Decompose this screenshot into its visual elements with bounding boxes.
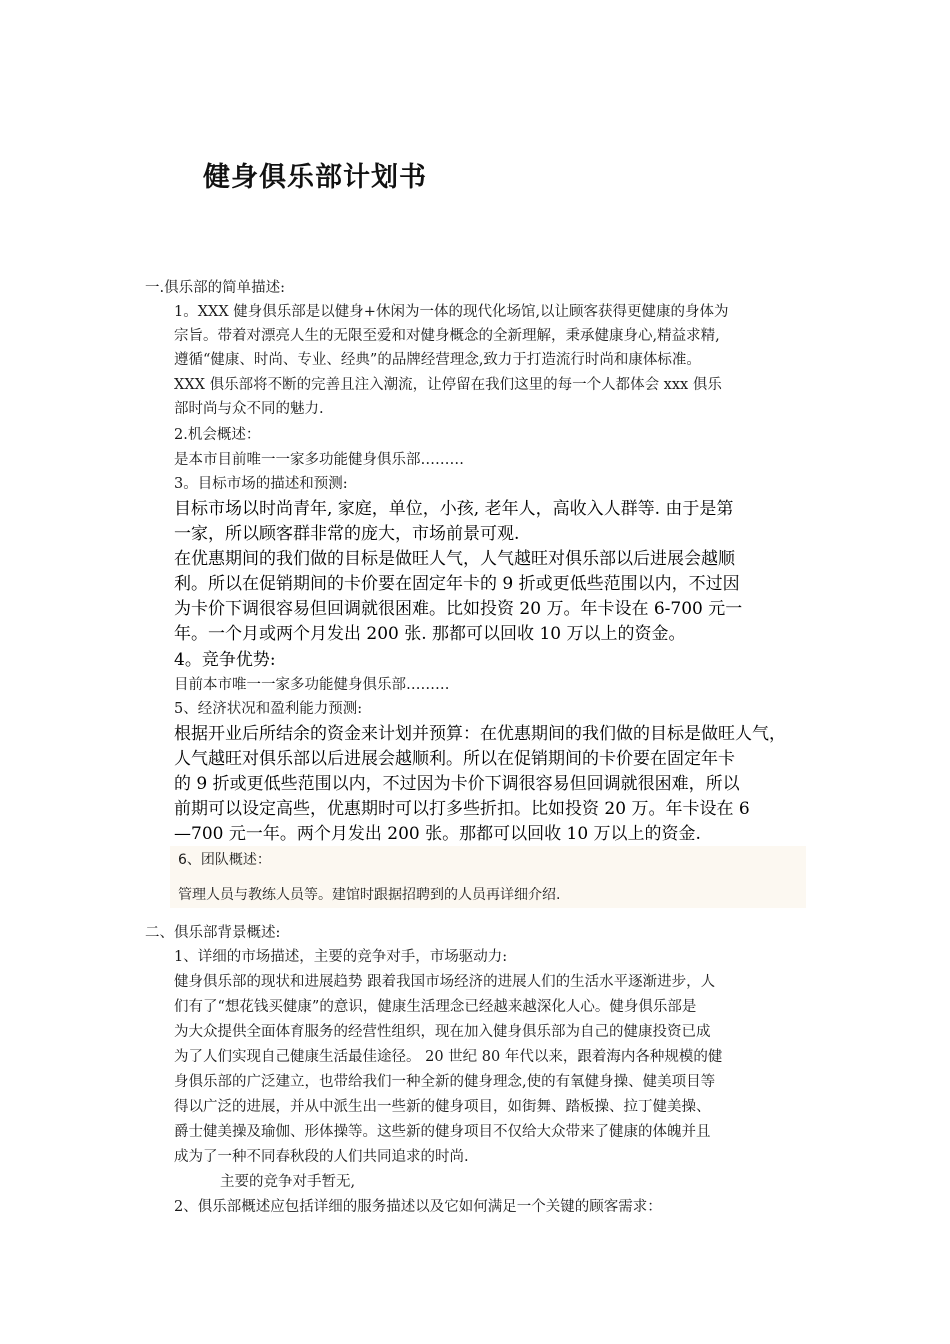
subheading-club-overview: 2、俱乐部概述应包括详细的服务描述以及它如何满足一个关键的顾客需求： [174, 1199, 662, 1215]
paragraph-line: 部时尚与众不同的魅力. [174, 401, 324, 417]
subheading-opportunity: 2.机会概述： [174, 427, 261, 443]
paragraph-line: 遵循“健康、时尚、专业、经典”的品牌经营理念,致力于打造流行时尚和康体标准。 [174, 352, 701, 368]
paragraph-line: 根据开业后所结余的资金来计划并预算：在优惠期间的我们做的目标是做旺人气， [174, 724, 786, 744]
subheading-economics: 5、经济状况和盈利能力预测: [174, 701, 363, 717]
paragraph-line: 目标市场以时尚青年, 家庭，单位，小孩, 老年人，高收入人群等. 由于是第 [174, 499, 734, 519]
paragraph-line: 年。一个月或两个月发出 200 张. 那都可以回收 10 万以上的资金。 [174, 624, 686, 644]
paragraph-line: 们有了“想花钱买健康”的意识，健康生活理念已经越来越深化人心。健身俱乐部是 [174, 999, 697, 1015]
paragraph-line: XXX 俱乐部将不断的完善且注入潮流，让停留在我们这里的每一个人都体会 xxx 俱乐 [174, 377, 722, 393]
paragraph-line: 宗旨。带着对漂亮人生的无限至爱和对健身概念的全新理解，秉承健康身心,精益求精, [174, 328, 720, 344]
paragraph-line: 目前本市唯一一家多功能健身俱乐部……… [174, 677, 450, 693]
document-title: 健身俱乐部计划书 [203, 162, 427, 193]
paragraph-line: 爵士健美操及瑜伽、形体操等。这些新的健身项目不仅给大众带来了健康的体魄并且 [174, 1124, 711, 1140]
paragraph-line: 得以广泛的进展，并从中派生出一些新的健身项目，如街舞、踏板操、拉丁健美操、 [174, 1099, 711, 1115]
section-1-heading: 一.俱乐部的简单描述: [145, 280, 285, 296]
paragraph-line: 利。所以在促销期间的卡价要在固定年卡的 9 折或更低些范围以内，不过因 [174, 574, 740, 594]
paragraph-line: 1。XXX 健身俱乐部是以健身+休闲为一体的现代化场馆,以让顾客获得更健康的身体为 [174, 304, 729, 320]
paragraph-line: 为大众提供全面体育服务的经营性组织，现在加入健身俱乐部为自己的健康投资已成 [174, 1024, 711, 1040]
subheading-market-description: 1、详细的市场描述，主要的竞争对手，市场驱动力: [174, 949, 508, 965]
paragraph-line: 是本市目前唯一一家多功能健身俱乐部……… [174, 452, 464, 468]
paragraph-line: —700 元一年。两个月发出 200 张。那都可以回收 10 万以上的资金. [174, 824, 701, 844]
paragraph-line: 一家，所以顾客群非常的庞大，市场前景可观. [174, 524, 520, 544]
paragraph-line: 成为了一种不同春秋段的人们共同追求的时尚. [174, 1149, 469, 1165]
paragraph-line: 管理人员与教练人员等。建馆时跟据招聘到的人员再详细介绍. [178, 887, 561, 903]
paragraph-line: 身俱乐部的广泛建立，也带给我们一种全新的健身理念,使的有氧健身操、健美项目等 [174, 1074, 716, 1090]
paragraph-line: 前期可以设定高些，优惠期时可以打多些折扣。比如投资 20 万。年卡设在 6 [174, 799, 750, 819]
paragraph-line: 主要的竞争对手暂无, [220, 1174, 356, 1190]
paragraph-line: 的 9 折或更低些范围以内，不过因为卡价下调很容易但回调就很困难，所以 [174, 774, 740, 794]
paragraph-line: 人气越旺对俱乐部以后进展会越顺利。所以在促销期间的卡价要在固定年卡 [174, 749, 735, 769]
paragraph-line: 在优惠期间的我们做的目标是做旺人气，人气越旺对俱乐部以后进展会越顺 [174, 549, 735, 569]
subheading-team: 6、团队概述： [178, 852, 271, 868]
paragraph-line: 为卡价下调很容易但回调就很困难。比如投资 20 万。年卡设在 6-700 元一 [174, 599, 743, 619]
subheading-target-market: 3。目标市场的描述和预测: [174, 476, 348, 492]
paragraph-line: 为了人们实现自己健康生活最佳途径。 20 世纪 80 年代以来，跟着海内各种规模的健 [174, 1049, 723, 1065]
paragraph-line: 健身俱乐部的现状和进展趋势 跟着我国市场经济的进展人们的生活水平逐渐进步，人 [174, 974, 716, 990]
subheading-competitive-advantage: 4。竞争优势: [174, 650, 276, 670]
section-2-heading: 二、俱乐部背景概述: [145, 925, 281, 941]
